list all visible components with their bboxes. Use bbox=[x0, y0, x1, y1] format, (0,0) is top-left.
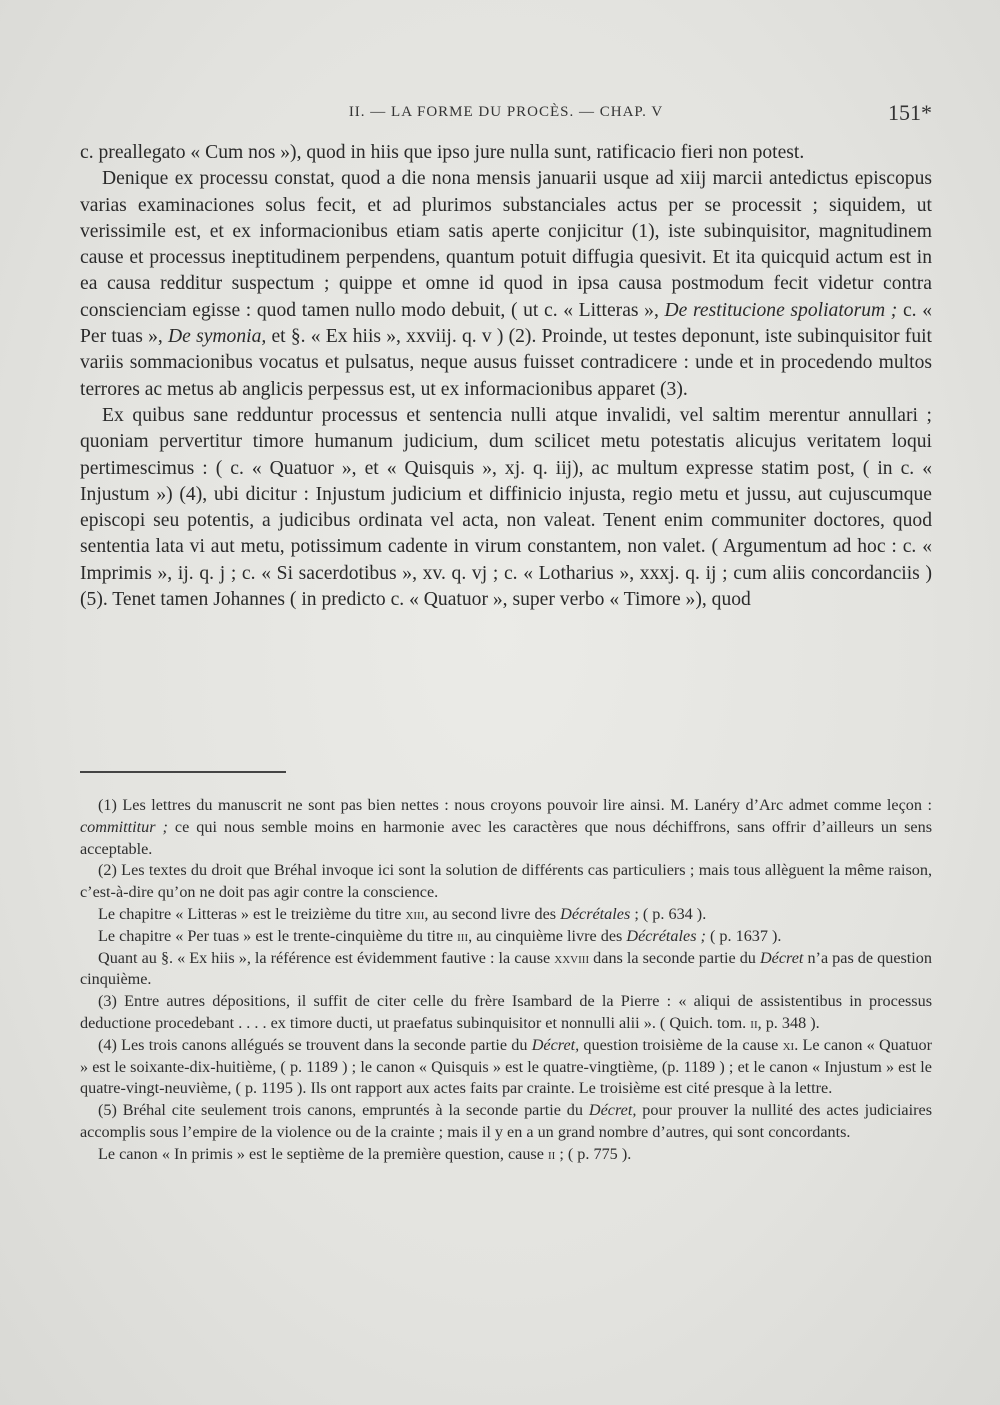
fn5c-text: Le canon « In primis » est le septième de la première question, cause bbox=[98, 1144, 548, 1163]
footnote-1-text-end: ce qui nous semble moins en harmonie avec les caractères que nous déchiffrons, sans offrir d’ailleurs un sens acceptable. bbox=[80, 817, 932, 858]
fn4-text: (4) Les trois canons allégués se trouvent dans la seconde partie du bbox=[98, 1035, 532, 1054]
footnote-2-per-tuas bbox=[80, 926, 932, 948]
fn4-numeral: xi bbox=[782, 1035, 795, 1054]
fn2d-italic: Décret bbox=[759, 948, 804, 967]
fn5-text: (5) Bréhal cite seulement trois canons, empruntés à la seconde partie du bbox=[98, 1101, 589, 1120]
page-number: 151* bbox=[888, 100, 932, 125]
fn2d-text-2: dans la seconde partie du bbox=[589, 948, 760, 967]
fn3-text: (3) Entre autres dépositions, il suffit de citer celle du frère Isambard de la Pierre : « aliqui de assistentibus in processus deductione procedebant . . . . ex timore ducti, ut praefatus subinquisitor et nonnulli alii ». ( Quich. tom. bbox=[80, 992, 932, 1032]
fn2c-text: Le chapitre « Per tuas » est le trente-cinquième du titre bbox=[98, 926, 458, 945]
fn5c-text-2: ; ( p. 775 ). bbox=[555, 1144, 632, 1163]
fn2b-text-3: ; ( p. 634 ). bbox=[630, 904, 707, 923]
footnote-5-in-primis bbox=[80, 1144, 932, 1166]
paragraph-2 bbox=[80, 166, 932, 403]
fn2d-text: Quant au §. « Ex hiis », la référence est évidemment fautive : la cause bbox=[98, 948, 555, 967]
fn3-numeral: ii bbox=[750, 1013, 758, 1032]
footnote-3 bbox=[80, 991, 932, 1035]
footnote-1-italic: committitur ; bbox=[80, 817, 168, 836]
fn4-text-2: question troisième de la cause bbox=[579, 1035, 783, 1054]
footnote-5 bbox=[80, 1100, 932, 1144]
footnote-2-litteras bbox=[80, 904, 932, 926]
fn5-text-2: pour prouver la nullité des actes judiciaires accomplis sous l’empire de la violence ou de la crainte ; mais il y en a un grand nombre d’autres, qui sont concordants. bbox=[80, 1101, 932, 1141]
footnote-4 bbox=[80, 1035, 932, 1100]
footnote-2: (2) Les textes du droit que Bréhal invoque ici sont la solution de différents cas particuliers ; mais tous allèguent la même raison, c’est-à-dire qu’on ne doit pas agir contre la conscience. bbox=[80, 861, 932, 902]
fn2b-italic: Décrétales bbox=[560, 904, 631, 923]
paragraph-2-text-c: c. « Per tuas », bbox=[80, 299, 932, 348]
fn2c-numeral: iii bbox=[457, 926, 469, 945]
footnote-1-text: (1) Les lettres du manuscrit ne sont pas bien nettes : nous croyons pouvoir lire ainsi. M. Lanéry d’Arc admet comme leçon : bbox=[98, 796, 932, 814]
fn2b-text: Le chapitre « Litteras » est le treizième du titre bbox=[98, 904, 406, 923]
paragraph-1: c. preallegato « Cum nos »), quod in hiis que ipso jure nulla sunt, ratificacio fieri non potest. bbox=[80, 142, 805, 163]
fn3-text-2: , p. 348 ). bbox=[757, 1013, 820, 1032]
fn2d-numeral: xxviii bbox=[554, 948, 590, 967]
paragraph-3: Ex quibus sane redduntur processus et sentencia nulli atque invalidi, vel saltim merentur annullari ; quoniam pervertitur timore humanum judicium, dum scilicet metu potestatis alicujus veritatem loqui pertimescimus : ( c. « Quatuor », et « Quisquis », xj. q. iij), ac multum expresse statim post, ( in c. « Injustum ») (4), ubi dicitur : Injustum judicium et diffinicio injusta, regio metu et jussu, aut cujuscumque episcopi seu potentis, a judicibus ordinata vel acta, non valeat. Tenent enim communiter doctores, quod sententia lata vi aut metu, potissimum cadente in virum constantem, non valet. ( Argumentum ad hoc : c. « Imprimis », ij. q. j ; c. « Si sacerdotibus », xv. q. vj ; c. « Lotharius », xxxj. q. ij ; cum aliis concordanciis ) (5). Tenet tamen Johannes ( in predicto c. « Quatuor », super verbo « Timore »), quod bbox=[80, 404, 932, 611]
fn2b-text-2: , au second livre des bbox=[424, 904, 561, 923]
fn2c-text-3: ( p. 1637 ). bbox=[705, 926, 782, 945]
footnote-2-ex-hiis bbox=[80, 948, 932, 992]
footnote-rule bbox=[80, 771, 286, 773]
main-text bbox=[80, 140, 932, 613]
fn2c-italic: Décrétales ; bbox=[626, 926, 706, 945]
fn4-italic: Décret, bbox=[531, 1035, 580, 1054]
fn4-text-3: . Le canon « Quatuor » est le soixante-dix-huitième, ( p. 1189 ) ; le canon « Quisquis » est le quatre-vingtième, (p. 1189 ) ; et le canon « Injustum » est le quatre-vingt-neuvième, ( p. 1195 ). Ils ont rapport aux actes faits par crainte. Le troisième est cité presque à la lettre. bbox=[80, 1035, 933, 1098]
paragraph-2-text-a: Denique ex processu constat, quod a die nona mensis januarii usque ad xiij marcii antedictus episcopus varias examinaciones solus fecit, et ad plurimos substanciales actus per se processit ; siquidem, ut verissimile est, et ex informacionibus etiam satis aperte conjicitur (1), iste subinquisitor, magnitudinem cause et processus ineptitudinem perpendens, quantum potuit diffugia quesivit. Et ita quicquid actum est in ea causa redditur suspectum ; quippe et omne id quod in ipsa causa postmodum fecit videtur contra conscienciam egisse : quod tamen nullo modo debuit, ( ut c. « Litteras », bbox=[80, 168, 932, 321]
fn2b-numeral: xiii bbox=[405, 904, 425, 923]
fn5-italic: Décret, bbox=[588, 1101, 637, 1120]
citation-de-symonia: De symonia, bbox=[168, 326, 267, 348]
footnotes bbox=[80, 795, 932, 1166]
fn2c-text-2: , au cinquième livre des bbox=[468, 926, 627, 945]
citation-de-restitucione: De restitucione spoliatorum ; bbox=[664, 299, 898, 321]
page-header bbox=[80, 100, 932, 130]
fn5c-numeral: ii bbox=[547, 1144, 556, 1163]
running-head: II. — LA FORME DU PROCÈS. — CHAP. V bbox=[348, 104, 664, 120]
footnote-1 bbox=[80, 795, 932, 860]
fn2d-text-3: n’a pas de question cinquième. bbox=[80, 948, 932, 989]
paragraph-2-text-e: et §. « Ex hiis », xxviij. q. v ) (2). Proinde, ut testes deponunt, iste subinquisitor fuit variis sommacionibus vocatus et pulsatus, neque ausus fuisset contradicere : unde et in procedendo multos terrores ac metus ab anglicis perpessus est, ut ex informacionibus apparet (3). bbox=[80, 326, 933, 400]
